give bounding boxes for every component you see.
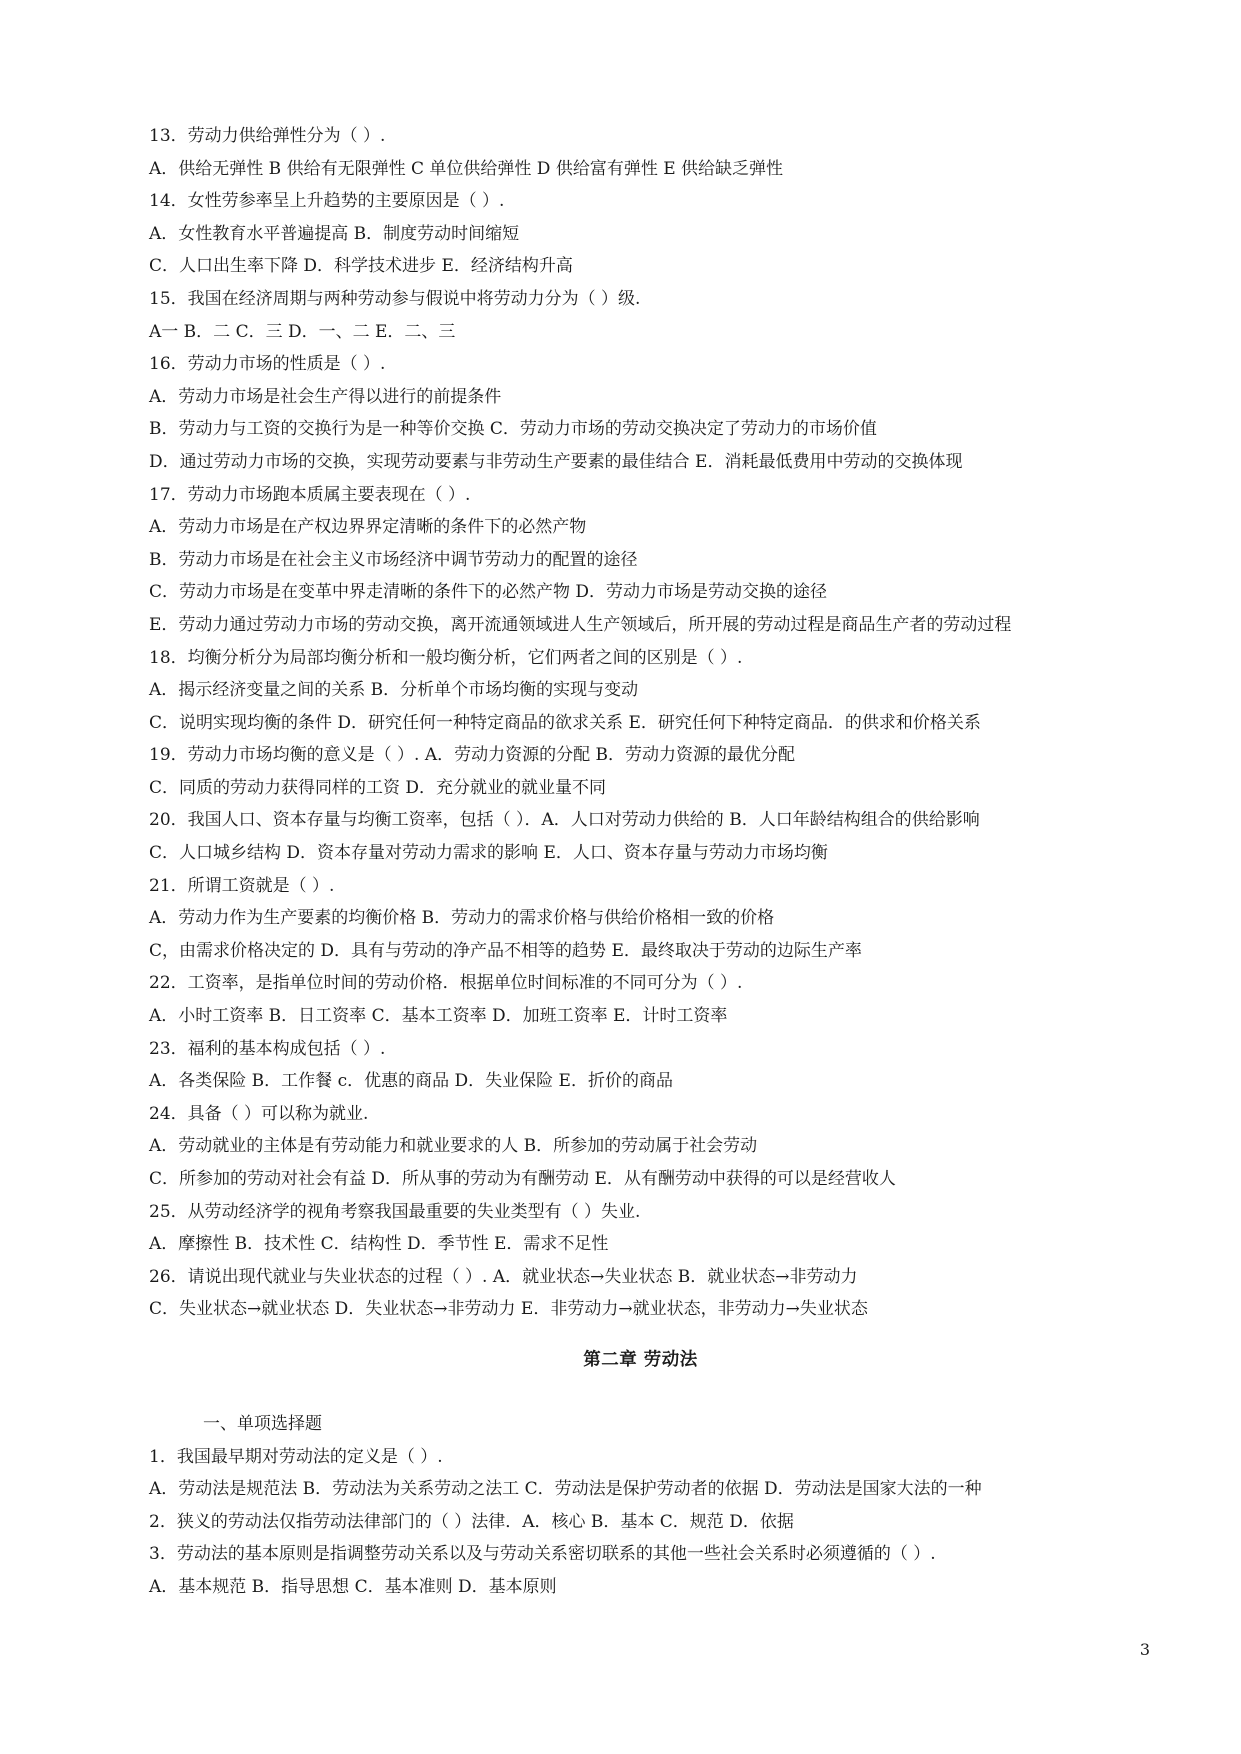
text-line: 24．具备（ ）可以称为就业. <box>149 1103 369 1124</box>
text-line: 3．劳动法的基本原则是指调整劳动关系以及与劳动关系密切联系的其他一些社会关系时必须遵循的（ ）. <box>149 1544 936 1565</box>
text-line: 2．狭义的劳动法仅指劳动法律部门的（ ）法律．A．核心 B．基本 C．规范 D．依据 <box>149 1511 794 1532</box>
text-line: A．供给无弹性 B 供给有无限弹性 C 单位供给弹性 D 供给富有弹性 E 供给缺乏弹性 <box>149 158 784 179</box>
text-line: 16．劳动力市场的性质是（ ）. <box>149 354 386 375</box>
text-line: C．人口城乡结构 D．资本存量对劳动力需求的影响 E．人口、资本存量与劳动力市场均衡 <box>149 843 828 864</box>
text-line: 19．劳动力市场均衡的意义是（ ）. A．劳动力资源的分配 B．劳动力资源的最优分配 <box>149 745 796 766</box>
question-list-part1 <box>149 120 1109 1326</box>
text-line: A．揭示经济变量之间的关系 B．分析单个市场均衡的实现与变动 <box>149 680 639 701</box>
text-line: B．劳动力市场是在社会主义市场经济中调节劳动力的配置的途径 <box>149 549 638 570</box>
text-line: C．人口出生率下降 D．科学技术进步 E．经济结构升高 <box>149 256 573 277</box>
text-line: 21．所谓工资就是（ ）. <box>149 875 335 896</box>
text-line: A．各类保险 B．工作餐 c．优惠的商品 D．失业保险 E．折价的商品 <box>149 1071 673 1092</box>
page-number: 3 <box>1139 1640 1150 1659</box>
text-line: C．同质的劳动力获得同样的工资 D．充分就业的就业量不同 <box>149 777 607 798</box>
text-line: 26．请说出现代就业与失业状态的过程（ ）. A．就业状态→失业状态 B．就业状态→非劳动力 <box>149 1266 858 1287</box>
section-title: 一、单项选择题 <box>203 1414 322 1434</box>
text-line: A．小时工资率 B．日工资率 C．基本工资率 D．加班工资率 E．计时工资率 <box>149 1006 728 1027</box>
text-line: 14．女性劳参率呈上升趋势的主要原因是（ ）. <box>149 191 505 212</box>
text-line: 17．劳动力市场跑本质属主要表现在（ ）. <box>149 484 471 505</box>
text-line: A．劳动法是规范法 B．劳动法为关系劳动之法工 C．劳动法是保护劳动者的依据 D．劳动法是国家大法的一种 <box>149 1479 982 1500</box>
text-line: 18．均衡分析分为局部均衡分析和一般均衡分析，它们两者之间的区别是（ ）. <box>149 647 743 668</box>
text-line: A．基本规范 B．指导思想 C．基本准则 D．基本原则 <box>149 1576 557 1597</box>
text-line: 15．我国在经济周期与两种劳动参与假说中将劳动力分为（ ）级. <box>149 288 641 309</box>
text-line: A．劳动力作为生产要素的均衡价格 B．劳动力的需求价格与供给价格相一致的价格 <box>149 908 775 929</box>
text-line: E．劳动力通过劳动力市场的劳动交换，离开流通领域进人生产领域后，所开展的劳动过程是商品生产者的劳动过程 <box>149 614 1012 635</box>
text-line: 25．从劳动经济学的视角考察我国最重要的失业类型有（ ）失业. <box>149 1201 641 1222</box>
text-line: C．说明实现均衡的条件 D．研究任何一种特定商品的欲求关系 E．研究任何下种特定商品．的供求和价格关系 <box>149 712 981 733</box>
text-line: C．失业状态→就业状态 D．失业状态→非劳动力 E．非劳动力→就业状态，非劳动力→失业状态 <box>149 1299 868 1320</box>
text-line: A一 B．二 C．三 D．一、二 E．二、三 <box>149 321 456 342</box>
text-line: C，由需求价格决定的 D．具有与劳动的净产品不相等的趋势 E．最终取决于劳动的边际生产率 <box>149 940 862 961</box>
text-line: A．劳动就业的主体是有劳动能力和就业要求的人 B．所参加的劳动属于社会劳动 <box>149 1136 758 1157</box>
text-line: 22．工资率，是指单位时间的劳动价格．根据单位时间标准的不同可分为（ ）. <box>149 973 743 994</box>
text-line: D．通过劳动力市场的交换，实现劳动要素与非劳动生产要素的最佳结合 E．消耗最低费用中劳动的交换体现 <box>149 451 963 472</box>
text-line: A．女性教育水平普遍提高 B．制度劳动时间缩短 <box>149 223 520 244</box>
text-line: A．劳动力市场是社会生产得以进行的前提条件 <box>149 386 502 407</box>
text-line: 20．我国人口、资本存量与均衡工资率，包括（ ）．A．人口对劳动力供给的 B．人口年龄结构组合的供给影响 <box>149 810 980 831</box>
text-line: B．劳动力与工资的交换行为是一种等价交换 C．劳动力市场的劳动交换决定了劳动力的市场价值 <box>149 419 877 440</box>
text-line: 13．劳动力供给弹性分为（ ）. <box>149 126 386 146</box>
chapter-title: 第二章 劳动法 <box>583 1350 698 1370</box>
text-line: C．所参加的劳动对社会有益 D．所从事的劳动为有酬劳动 E．从有酬劳动中获得的可以是经营收人 <box>149 1169 896 1189</box>
text-line: 23．福利的基本构成包括（ ）. <box>149 1038 386 1059</box>
text-line: A．劳动力市场是在产权边界界定清晰的条件下的必然产物 <box>149 517 587 538</box>
text-line: C．劳动力市场是在变革中界走清晰的条件下的必然产物 D．劳动力市场是劳动交换的途径 <box>149 582 828 603</box>
text-line: 1．我国最早期对劳动法的定义是（ ）. <box>149 1446 443 1467</box>
text-line: A．摩擦性 B．技术性 C．结构性 D．季节性 E．需求不足性 <box>149 1234 609 1255</box>
question-list-part2 <box>149 1408 1109 1604</box>
